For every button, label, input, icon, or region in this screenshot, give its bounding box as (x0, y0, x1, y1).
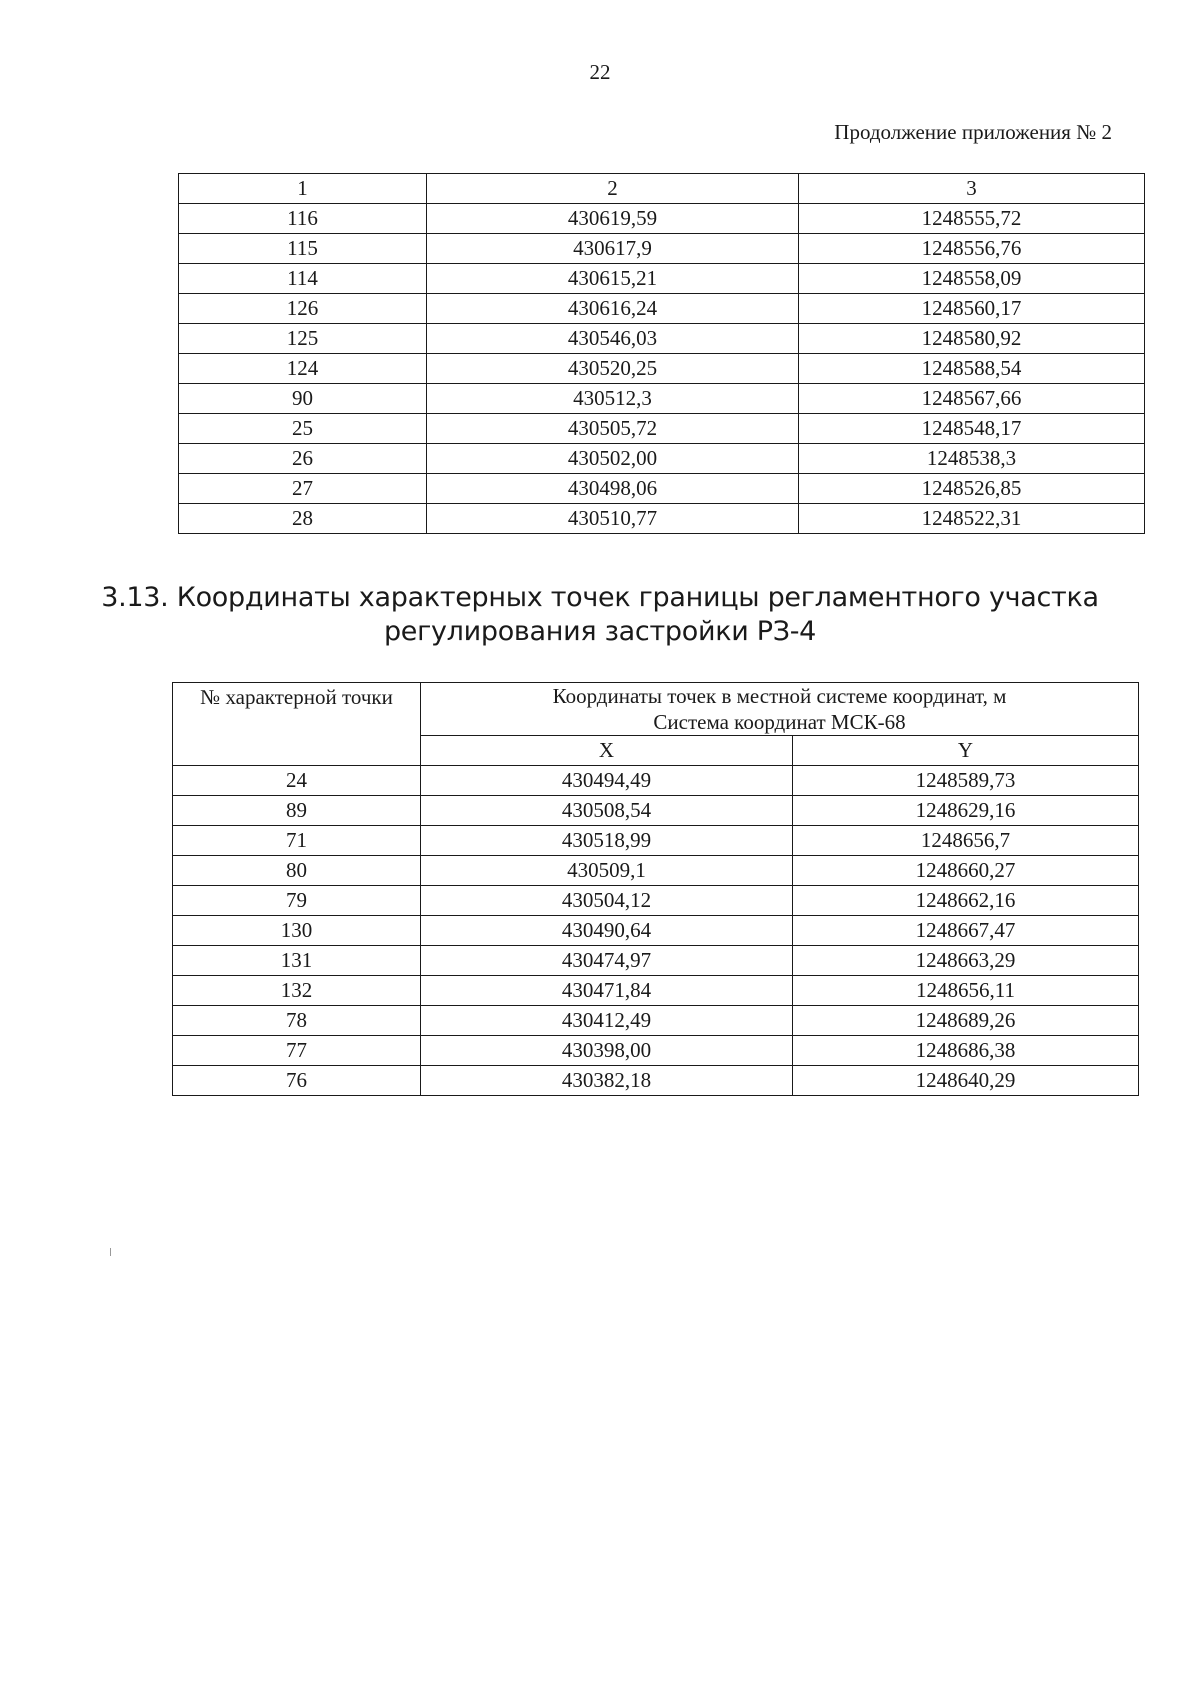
y-coordinate-cell: 1248667,47 (793, 916, 1139, 946)
point-number-cell: 130 (173, 916, 421, 946)
section-title (0, 581, 1200, 649)
x-coordinate-cell: 430498,06 (427, 474, 799, 504)
section-title-line-1: 3.13. Координаты характерных точек границы регламентного участка (101, 582, 1099, 613)
x-coordinate-cell: 430520,25 (427, 354, 799, 384)
x-coordinate-cell: 430412,49 (421, 1006, 793, 1036)
table-header-row (173, 683, 1139, 736)
x-coordinate-cell: 430518,99 (421, 826, 793, 856)
x-coordinate-cell: 430504,12 (421, 886, 793, 916)
table-row (173, 886, 1139, 916)
table-row (179, 354, 1145, 384)
x-coordinate-cell: 430510,77 (427, 504, 799, 534)
point-number-cell: 114 (179, 264, 427, 294)
point-number-cell: 76 (173, 1066, 421, 1096)
point-number-cell: 25 (179, 414, 427, 444)
point-number-cell: 24 (173, 766, 421, 796)
column-number-2: 2 (427, 174, 799, 204)
x-coordinate-cell: 430502,00 (427, 444, 799, 474)
x-coordinate-cell: 430490,64 (421, 916, 793, 946)
x-coordinate-cell: 430509,1 (421, 856, 793, 886)
continuation-note: Продолжение приложения № 2 (834, 120, 1112, 144)
y-coordinate-cell: 1248548,17 (799, 414, 1145, 444)
table-row (179, 444, 1145, 474)
point-number-cell: 90 (179, 384, 427, 414)
x-coordinate-cell: 430471,84 (421, 976, 793, 1006)
y-coordinate-cell: 1248567,66 (799, 384, 1145, 414)
coordinates-header-line-2: Система координат МСК-68 (653, 710, 906, 734)
scan-mark (110, 1248, 111, 1256)
table-row (179, 264, 1145, 294)
table-row (173, 916, 1139, 946)
point-number-header: № характерной точки (173, 683, 421, 766)
table-row (179, 504, 1145, 534)
table-row (179, 414, 1145, 444)
y-coordinate-cell: 1248560,17 (799, 294, 1145, 324)
y-coordinate-cell: 1248689,26 (793, 1006, 1139, 1036)
y-coordinate-cell: 1248656,7 (793, 826, 1139, 856)
x-coordinate-cell: 430616,24 (427, 294, 799, 324)
point-number-cell: 126 (179, 294, 427, 324)
x-header: X (421, 736, 793, 766)
table-row (173, 1066, 1139, 1096)
y-header: Y (793, 736, 1139, 766)
table-row (179, 204, 1145, 234)
y-coordinate-cell: 1248686,38 (793, 1036, 1139, 1066)
x-coordinate-cell: 430474,97 (421, 946, 793, 976)
x-coordinate-cell: 430617,9 (427, 234, 799, 264)
table-row (173, 766, 1139, 796)
table-row (173, 1006, 1139, 1036)
y-coordinate-cell: 1248660,27 (793, 856, 1139, 886)
table-row (173, 946, 1139, 976)
table-row (179, 324, 1145, 354)
table-row (179, 384, 1145, 414)
x-coordinate-cell: 430505,72 (427, 414, 799, 444)
table-row (173, 826, 1139, 856)
point-number-cell: 124 (179, 354, 427, 384)
column-number-3: 3 (799, 174, 1145, 204)
x-coordinate-cell: 430619,59 (427, 204, 799, 234)
table-row (179, 474, 1145, 504)
point-number-cell: 28 (179, 504, 427, 534)
y-coordinate-cell: 1248662,16 (793, 886, 1139, 916)
table-row (179, 234, 1145, 264)
x-coordinate-cell: 430615,21 (427, 264, 799, 294)
x-coordinate-cell: 430494,49 (421, 766, 793, 796)
y-coordinate-cell: 1248588,54 (799, 354, 1145, 384)
point-number-cell: 26 (179, 444, 427, 474)
y-coordinate-cell: 1248640,29 (793, 1066, 1139, 1096)
table-row (173, 976, 1139, 1006)
coordinates-table-continued (178, 173, 1145, 534)
point-number-cell: 125 (179, 324, 427, 354)
coordinates-header (421, 683, 1139, 736)
point-number-cell: 77 (173, 1036, 421, 1066)
table-row (173, 796, 1139, 826)
x-coordinate-cell: 430398,00 (421, 1036, 793, 1066)
coordinates-header-line-1: Координаты точек в местной системе координат, м (552, 684, 1007, 708)
point-number-cell: 80 (173, 856, 421, 886)
point-number-cell: 131 (173, 946, 421, 976)
y-coordinate-cell: 1248538,3 (799, 444, 1145, 474)
coordinates-table-rz4 (172, 682, 1139, 1096)
point-number-cell: 71 (173, 826, 421, 856)
y-coordinate-cell: 1248522,31 (799, 504, 1145, 534)
point-number-cell: 89 (173, 796, 421, 826)
x-coordinate-cell: 430512,3 (427, 384, 799, 414)
point-number-cell: 27 (179, 474, 427, 504)
x-coordinate-cell: 430546,03 (427, 324, 799, 354)
table-row (179, 294, 1145, 324)
page-number: 22 (589, 60, 611, 84)
y-coordinate-cell: 1248663,29 (793, 946, 1139, 976)
table-row (173, 856, 1139, 886)
x-coordinate-cell: 430382,18 (421, 1066, 793, 1096)
column-number-1: 1 (179, 174, 427, 204)
point-number-cell: 78 (173, 1006, 421, 1036)
point-number-cell: 132 (173, 976, 421, 1006)
y-coordinate-cell: 1248656,11 (793, 976, 1139, 1006)
x-coordinate-cell: 430508,54 (421, 796, 793, 826)
y-coordinate-cell: 1248526,85 (799, 474, 1145, 504)
y-coordinate-cell: 1248556,76 (799, 234, 1145, 264)
point-number-cell: 115 (179, 234, 427, 264)
table-header-row (179, 174, 1145, 204)
y-coordinate-cell: 1248558,09 (799, 264, 1145, 294)
y-coordinate-cell: 1248629,16 (793, 796, 1139, 826)
y-coordinate-cell: 1248555,72 (799, 204, 1145, 234)
section-title-line-2: регулирования застройки РЗ-4 (383, 616, 817, 647)
table-row (173, 1036, 1139, 1066)
point-number-cell: 79 (173, 886, 421, 916)
y-coordinate-cell: 1248589,73 (793, 766, 1139, 796)
point-number-cell: 116 (179, 204, 427, 234)
y-coordinate-cell: 1248580,92 (799, 324, 1145, 354)
